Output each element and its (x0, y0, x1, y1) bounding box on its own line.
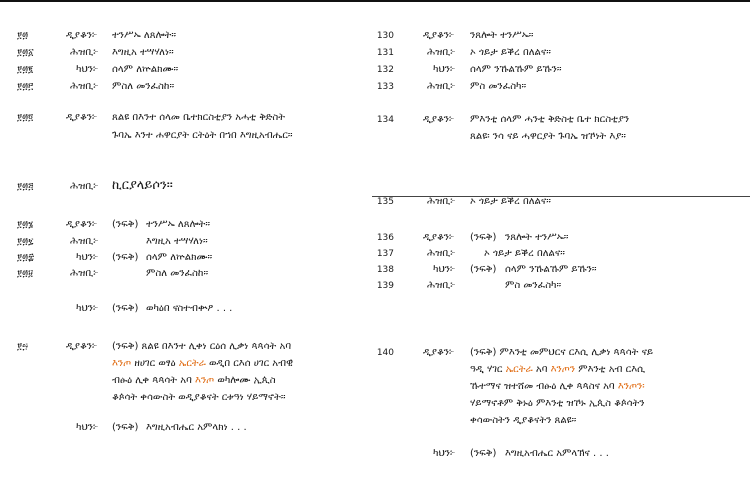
role-marker: (ንፍቅ) (470, 448, 497, 459)
role-marker: (ንፍቅ) (112, 252, 139, 263)
speaker-label: ሕዝቢ፦ (427, 280, 456, 291)
verse-number: ፻፴፩ (17, 48, 34, 58)
speaker-label: ዲያቆን፦ (423, 30, 455, 41)
highlighted-name: እንጦን፡ (617, 381, 645, 392)
verse-text: ምስ መንፈስካ። (470, 81, 527, 92)
verse-number: 133 (376, 82, 394, 92)
highlighted-name: ኤርትራ (505, 364, 533, 375)
verse-number: 138 (376, 265, 394, 275)
verse-text-line: (ንፍቅ) ምእንቲ መምህርና ርእሲ ሊቃነ ጳጳሳት ናይ (470, 347, 654, 358)
role-marker: (ንፍቅ) (470, 232, 497, 243)
highlighted-name: እንጦን (550, 364, 576, 375)
speaker-label: ካህን፦ (76, 422, 99, 433)
verse-text: እግዚአ ተሣሃለነ። (146, 236, 208, 247)
verse-number: ፻፵ (17, 342, 29, 352)
verse-number: 139 (376, 281, 394, 291)
verse-number: ፻፴፯ (17, 237, 34, 247)
speaker-label: ሕዝቢ፦ (427, 81, 456, 92)
verse-text-line: ኹተማና ዝተሸመ ብፁዕ ሊቀ ጳጳስና አባ እንጦን፡ (470, 381, 645, 392)
verse-text-line: ጸልዩ በእንተ ሰላመ ቤተክርስቲያን አሓቲ ቅድስት (112, 112, 286, 123)
verse-text-line: (ንፍቅ) ጸልዩ በእንተ ሊቀነ ርዕሰ ሊቃነ ጳጳሳት አባ (112, 341, 292, 352)
verse-text: ወካዕበ ናስተብቍዖ . . . (146, 303, 233, 314)
speaker-label: ካህን፦ (433, 64, 456, 75)
verse-number: 135 (376, 197, 394, 207)
verse-text: ሰላም ለኵልክሙ። (112, 64, 179, 75)
verse-text: ምስ መንፈስካ። (505, 280, 562, 291)
verse-number: ፻፴፫ (17, 82, 34, 92)
role-marker: (ንፍቅ) (470, 264, 497, 275)
highlighted-name: እንጦ (195, 375, 215, 386)
verse-text: ምስለ መንፈስከ። (146, 268, 209, 279)
speaker-label: ዲያቆን፦ (423, 347, 455, 358)
verse-text-line: እንጦ ዘሀገር ወፃዕ ኤርትራ ወዲበ ርእሰ ሀገር አብዊ (112, 358, 293, 369)
verse-text-line: ጉባኤ እንተ ሐዋርያት ርትዕት በኀበ እግዚአብሔር። (112, 130, 293, 141)
role-marker: (ንፍቅ) (112, 303, 139, 314)
verse-number: ፻፴፪ (17, 65, 34, 75)
verse-text-line: ምእንቲ ሰላም ሓንቲ ቅድስቲ ቤተ ክርስቲያን (470, 114, 630, 125)
verse-text: ኦ ጎይታ ይቕረ በለልና። (484, 248, 565, 259)
speaker-label: ሕዝቢ፦ (427, 196, 456, 207)
verse-number: ፻፴፬ (17, 113, 34, 123)
verse-number: 132 (376, 65, 394, 75)
verse-number: 131 (376, 48, 394, 58)
verse-number: 136 (376, 233, 394, 243)
speaker-label: ካህን፦ (433, 448, 456, 459)
speaker-label: ሕዝቢ፦ (427, 47, 456, 58)
verse-text-line: ዓዲ ሃገር ኤርትራ አባ እንጦን ምእንቲ አብ ርእሲ (470, 364, 646, 375)
speaker-label: ዲያቆን፦ (423, 232, 455, 243)
verse-text-line: ጸልዩ፡ ንሳ ናይ ሓዋርያት ጉባኤ ዝኾነት እያ። (470, 131, 626, 142)
speaker-label: ሕዝቢ፦ (70, 181, 99, 192)
verse-text-line: ብፁዕ ሊቀ ጳጳሳት አባ እንጦ ወካሎሙ ኢጲስ (112, 375, 276, 386)
speaker-label: ዲያቆን፦ (66, 112, 98, 123)
verse-text: ተንሥኡ ለጸሎት። (112, 30, 177, 41)
speaker-label: ካህን፦ (76, 64, 99, 75)
speaker-label: ካህን፦ (76, 303, 99, 314)
verse-number: 134 (376, 115, 394, 125)
verse-number: ፻፴፰ (17, 253, 34, 263)
highlighted-name: እንጦ (112, 358, 132, 369)
role-marker: (ንፍቅ) (112, 422, 139, 433)
speaker-label: ካህን፦ (76, 252, 99, 263)
speaker-label: ሕዝቢ፦ (70, 47, 99, 58)
verse-text: ንጸሎት ተንሥኡ። (505, 232, 569, 243)
verse-text: እግዚአ ተሣሃለነ። (112, 47, 174, 58)
speaker-label: ዲያቆን፦ (66, 219, 98, 230)
verse-text: እግዚአብሔር አምላኽና . . . (505, 448, 609, 459)
verse-text-line: ሃይማኖቶም ቅኑዕ ምእንቲ ዝኾኑ ኢጲስ ቆጶሳትን (470, 398, 645, 409)
highlighted-name: ኤርትራ (178, 358, 206, 369)
speaker-label: ካህን፦ (433, 264, 456, 275)
verse-text: ኪርያላይሶን። (112, 178, 173, 193)
verse-number: 137 (376, 249, 394, 259)
verse-text: ሰላም ለኵልክሙ። (146, 252, 213, 263)
verse-text: ሰላም ንኹልኹም ይኹን። (470, 64, 562, 75)
speaker-label: ዲያቆን፦ (66, 341, 98, 352)
verse-text: እግዚአብሔር አምላክነ . . . (146, 422, 247, 433)
speaker-label: ሕዝቢ፦ (427, 248, 456, 259)
verse-text: ኦ ጎይታ ይቕረ በለልና። (470, 47, 551, 58)
verse-text: ኦ ጎይታ ይቕረ በለልና። (470, 196, 551, 207)
verse-text-line: ቀሳውስትን ዲያቆናትን ጸልዩ። (470, 415, 577, 426)
speaker-label: ዲያቆን፦ (423, 114, 455, 125)
speaker-label: ሕዝቢ፦ (70, 268, 99, 279)
verse-text: ሰላም ንኹልኹም ይኹን። (505, 264, 597, 275)
verse-text: ምስለ መንፈስከ። (112, 81, 175, 92)
verse-number: ፻፴ (17, 31, 29, 41)
top-rule (0, 0, 750, 2)
verse-number: ፻፴፭ (17, 182, 34, 192)
verse-number: 130 (376, 31, 394, 41)
role-marker: (ንፍቅ) (112, 219, 139, 230)
verse-text: ንጸሎት ተንሥኡ። (470, 30, 534, 41)
verse-text-line: ቆጶሳት ቀሳውስት ወዲያቆናት ርቱዓነ ሃይማኖት። (112, 392, 286, 403)
speaker-label: ሕዝቢ፦ (70, 81, 99, 92)
verse-text: ተንሥኡ ለጸሎት። (146, 219, 211, 230)
speaker-label: ሕዝቢ፦ (70, 236, 99, 247)
verse-number: ፻፴፱ (17, 269, 33, 279)
verse-number: ፻፴፮ (17, 220, 34, 230)
verse-number: 140 (376, 348, 394, 358)
speaker-label: ዲያቆን፦ (66, 30, 98, 41)
